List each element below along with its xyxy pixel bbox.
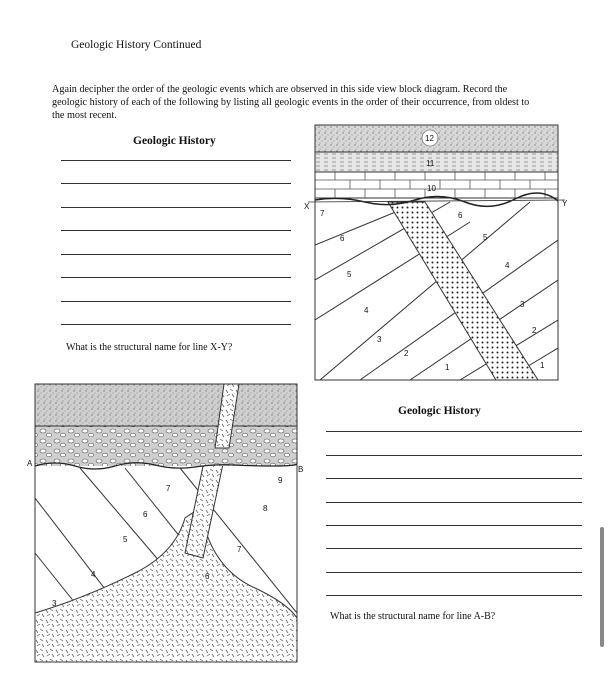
answer-line[interactable] bbox=[61, 230, 291, 231]
geologic-history-heading-2: Geologic History bbox=[398, 405, 481, 417]
answer-line[interactable] bbox=[61, 160, 291, 161]
answer-line[interactable] bbox=[326, 525, 582, 526]
stratum-label: 6 bbox=[143, 510, 148, 519]
answer-line[interactable] bbox=[326, 455, 582, 456]
stratum-label: 5 bbox=[483, 233, 488, 242]
layer-11-label: 11 bbox=[426, 159, 435, 168]
layer-12-label: 12 bbox=[425, 134, 434, 143]
scrollbar[interactable] bbox=[600, 527, 604, 647]
stratum-label: 2 bbox=[532, 326, 537, 335]
answer-line[interactable] bbox=[61, 301, 291, 302]
stratum-label: 6 bbox=[205, 572, 210, 581]
stratum-label: 2 bbox=[404, 349, 409, 358]
stratum-label: 7 bbox=[166, 484, 171, 493]
page-title: Geologic History Continued bbox=[71, 39, 202, 51]
stratum-label: 4 bbox=[505, 261, 510, 270]
label-x: X bbox=[304, 202, 310, 211]
layer-10-label: 10 bbox=[427, 184, 436, 193]
label-a: A bbox=[27, 459, 33, 468]
answer-line[interactable] bbox=[326, 431, 582, 432]
stratum-label: 3 bbox=[52, 599, 57, 608]
question-a-b: What is the structural name for line A-B? bbox=[330, 611, 496, 622]
answer-line[interactable] bbox=[326, 572, 582, 573]
stratum-label: 8 bbox=[263, 504, 268, 513]
answer-line[interactable] bbox=[61, 254, 291, 255]
stratum-label: 3 bbox=[520, 300, 525, 309]
answer-line[interactable] bbox=[61, 277, 291, 278]
question-x-y: What is the structural name for line X-Y? bbox=[66, 342, 233, 353]
answer-line[interactable] bbox=[326, 502, 582, 503]
stratum-label: 5 bbox=[347, 270, 352, 279]
stratum-label: 7 bbox=[237, 545, 242, 554]
stratum-label: 3 bbox=[377, 335, 382, 344]
answer-line[interactable] bbox=[326, 548, 582, 549]
label-y: Y bbox=[562, 199, 568, 208]
geologic-history-heading-1: Geologic History bbox=[133, 135, 216, 147]
stratum-label: 1 bbox=[445, 363, 450, 372]
stratum-label: 6 bbox=[458, 211, 463, 220]
instructions-text: Again decipher the order of the geologic events which are observed in this side view block diagram. Record the geologic history of each of the following by listing all geologic events in the order of their occurrence, from oldest to the most recent. bbox=[52, 84, 530, 121]
answer-line[interactable] bbox=[61, 183, 291, 184]
stratum-label: 1 bbox=[540, 361, 545, 370]
stratum-label: 4 bbox=[91, 570, 96, 579]
block-diagram-1 bbox=[300, 120, 570, 385]
answer-line[interactable] bbox=[61, 207, 291, 208]
stratum-label: 5 bbox=[123, 535, 128, 544]
stratum-label: 6 bbox=[340, 234, 345, 243]
answer-line[interactable] bbox=[61, 324, 291, 325]
label-b: B bbox=[298, 465, 304, 474]
stratum-label: 4 bbox=[364, 306, 369, 315]
answer-line[interactable] bbox=[326, 595, 582, 596]
answer-line[interactable] bbox=[326, 478, 582, 479]
stratum-label: 7 bbox=[320, 209, 325, 218]
block-diagram-2 bbox=[25, 378, 305, 668]
stratum-label: 9 bbox=[278, 476, 283, 485]
